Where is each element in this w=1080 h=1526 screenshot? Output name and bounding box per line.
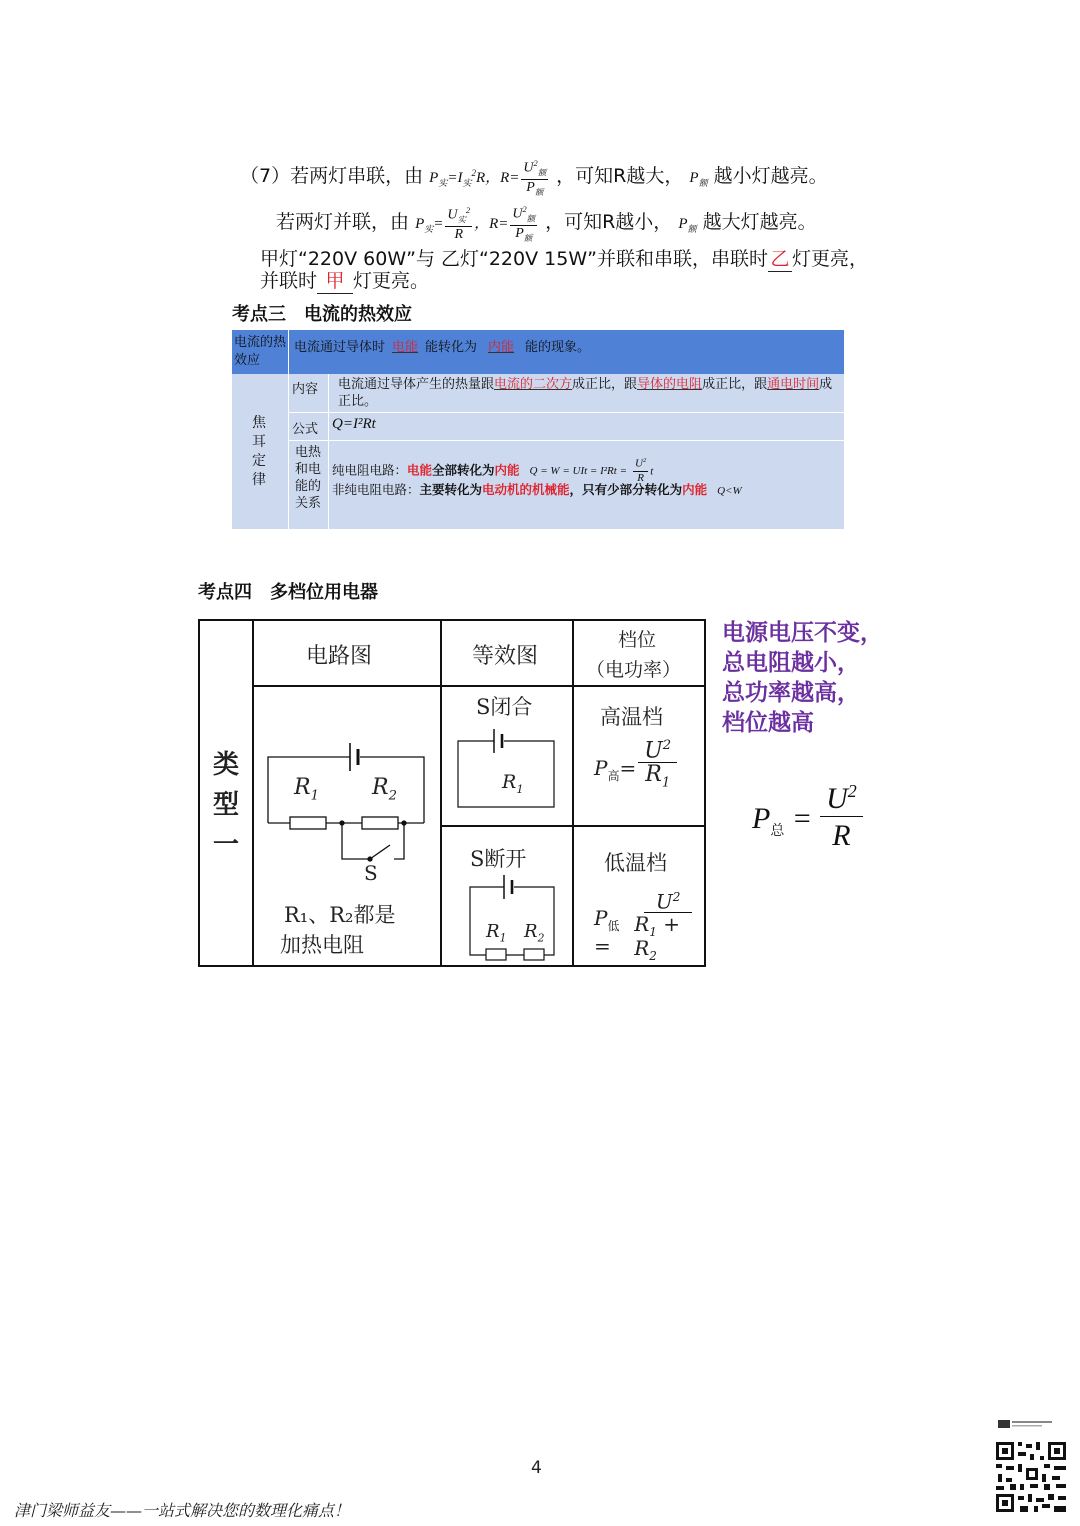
nonpure-b: 主要转化为 [419, 482, 483, 497]
sec7-line2: 若两灯并联，由 $P_实=$ $\frac{U_实^2}{R}$ ，R= $\frac{U^2_额}{P_额}$ ，可知R越小， $P_额$ 越大灯越亮。 [276, 205, 817, 243]
gear-vline3 [572, 621, 574, 967]
pure-formula-frac: $\frac{U^2}{R}$ [634, 457, 647, 484]
sec7-l1-pre: （7）若两灯串联，由 [240, 164, 424, 187]
sec7-l3-post: 灯更亮， [791, 248, 868, 270]
type-label: 类型一 [212, 750, 239, 860]
heat-row1-divider [288, 330, 289, 374]
heat-row-divider1 [288, 412, 844, 413]
nonpure-red2: 内能 [682, 482, 708, 497]
sec7-l4-post: 灯更亮。 [353, 270, 430, 292]
heat-row1-text [294, 336, 590, 355]
content-blank3: 通电时间 [767, 377, 820, 392]
sec7-l2-end: 越大灯越亮。 [702, 210, 817, 233]
multi-gear-table [198, 619, 706, 967]
sec7-l2-post: ，可知R越小， [545, 210, 673, 233]
nonpure-resistor-line: 非纯电阻电路：主要转化为电动机的机械能，只有少部分转化为内能 Q<W [332, 482, 742, 497]
sec7-l4-pre: 并联时 [260, 270, 318, 292]
note-line1: 电源电压不变， [722, 620, 883, 646]
sec7-line1: （7）若两灯串联，由 $P_实=I_实^2R$，R= $\frac{U^2_额}{P_额}$ ，可知R越大， $P_额$ 越小灯越亮。 [240, 159, 828, 197]
r1-label-open: $R_1$ [486, 921, 507, 945]
note-line3: 总功率越高， [722, 680, 860, 706]
switch-open-label: S断开 [470, 847, 527, 871]
high-gear-label: 高温档 [600, 705, 663, 729]
heat-effect-table [232, 330, 844, 529]
resistor-desc1: R₁、R₂都是 [284, 903, 396, 927]
sec7-l2-pre: 若两灯并联，由 [276, 210, 410, 233]
high-gear-formula: $P_高=$ $\frac{U^2}{R_1}$ [594, 739, 679, 790]
equiv-circuit-open [462, 871, 562, 965]
nonpure-formula: Q<W [717, 485, 742, 497]
sec7-l1-post: ，可知R越大， [556, 164, 684, 187]
switch-label: S [364, 861, 378, 885]
qr-code-icon [996, 1418, 1068, 1514]
low-gear-label: 低温档 [604, 851, 667, 875]
sec7-l1-end: 越小灯越亮。 [713, 164, 828, 187]
content-mid: 成正比，跟 [572, 377, 638, 392]
header-equivalent: 等效图 [472, 644, 539, 669]
pure-pre: 纯电阻电路： [332, 462, 408, 478]
formula-label: 公式 [292, 422, 319, 437]
resistor-desc2: 加热电阻 [280, 933, 364, 957]
header-power: （电功率） [586, 659, 682, 681]
pure-red: 电能 [407, 462, 433, 478]
content-text [338, 376, 838, 410]
content-blank1: 电流的二次方 [494, 377, 573, 392]
sec7-line4 [260, 266, 429, 294]
kp4-title: 考点四 多档位用电器 [198, 582, 378, 603]
pure-red2: 内能 [494, 462, 520, 478]
row1-blank2: 内能 [488, 340, 515, 355]
heat-col-divider [288, 374, 289, 529]
row1-mid: 能转化为 [425, 340, 478, 355]
heat-col-divider2 [328, 374, 329, 529]
answer-blank-jia: 甲 [317, 266, 353, 294]
header-circuit: 电路图 [306, 644, 373, 669]
pure-resistor-line: 纯电阻电路：电能全部转化为内能 Q = W = UIt = I²Rt = $\frac{U^2}{R}$ t [332, 457, 654, 484]
content-blank2: 导体的电阻 [637, 377, 703, 392]
gear-hline2 [440, 825, 706, 827]
answer-blank-yi: 乙 [768, 244, 792, 272]
content-label: 内容 [292, 382, 319, 397]
formula-series: $P_实=I_实^2R$，R= $\frac{U^2_额}{P_额}$ [429, 159, 547, 197]
switch-closed-label: S闭合 [476, 695, 533, 719]
content-post: 成正比。 [338, 377, 833, 409]
r2-label-main: $R_2$ [372, 775, 397, 804]
joule-formula: Q=I²Rt [332, 416, 376, 432]
relation-label: 电热和电能的关系 [294, 445, 321, 511]
note-line2: 总电阻越小， [722, 650, 860, 676]
pure-mid: 全部转化为 [432, 462, 495, 478]
r1-label-main: $R_1$ [294, 775, 319, 804]
pure-formula: Q = W = UIt = I²Rt = [529, 465, 627, 478]
joule-law-label: 焦耳定律 [252, 415, 266, 488]
r2-label-open: $R_2$ [524, 921, 545, 945]
low-gear-formula: $P_低=$ $\frac{U^2}{R_1 + R_2}$ [594, 891, 704, 962]
content-pre: 电流通过导体产生的热量跟 [338, 377, 495, 392]
total-power-formula: $P_总$ = $\frac{U^2}{R}$ [752, 782, 865, 851]
row1-blank1: 电能 [392, 340, 419, 355]
heat-row1-label: 电流的热效应 [234, 335, 287, 368]
row1-post: 能的现象。 [525, 340, 591, 355]
equiv-circuit-closed [452, 725, 562, 813]
content-mid2: 成正比，跟 [702, 377, 768, 392]
sec7-l3-pre: 甲灯“220V 60W”与 乙灯“220V 15W”并联和串联，串联时 [260, 248, 768, 270]
note-line4: 档位越高 [722, 710, 814, 736]
r1-label-closed: $R_1$ [502, 771, 524, 796]
gear-vline2 [440, 621, 442, 967]
heat-row-divider2 [288, 440, 844, 441]
row1-pre: 电流通过导体时 [294, 340, 386, 355]
footer-slogan: 津门梁师益友——一站式解决您的数理化痛点！ [14, 1501, 351, 1520]
formula-parallel: $P_实=$ $\frac{U_实^2}{R}$ ，R= $\frac{U^2_额}{P_额}$ [415, 205, 536, 243]
nonpure-mid: 只有少部分转化为 [582, 482, 683, 497]
kp3-title: 考点三 电流的热效应 [232, 304, 412, 325]
header-gear: 档位 [618, 629, 657, 651]
nonpure-red: 电动机的机械能 [482, 482, 570, 497]
gear-note [722, 618, 883, 738]
nonpure-pre: 非纯电阻电路： [332, 482, 420, 497]
page-number: 4 [531, 1458, 542, 1478]
